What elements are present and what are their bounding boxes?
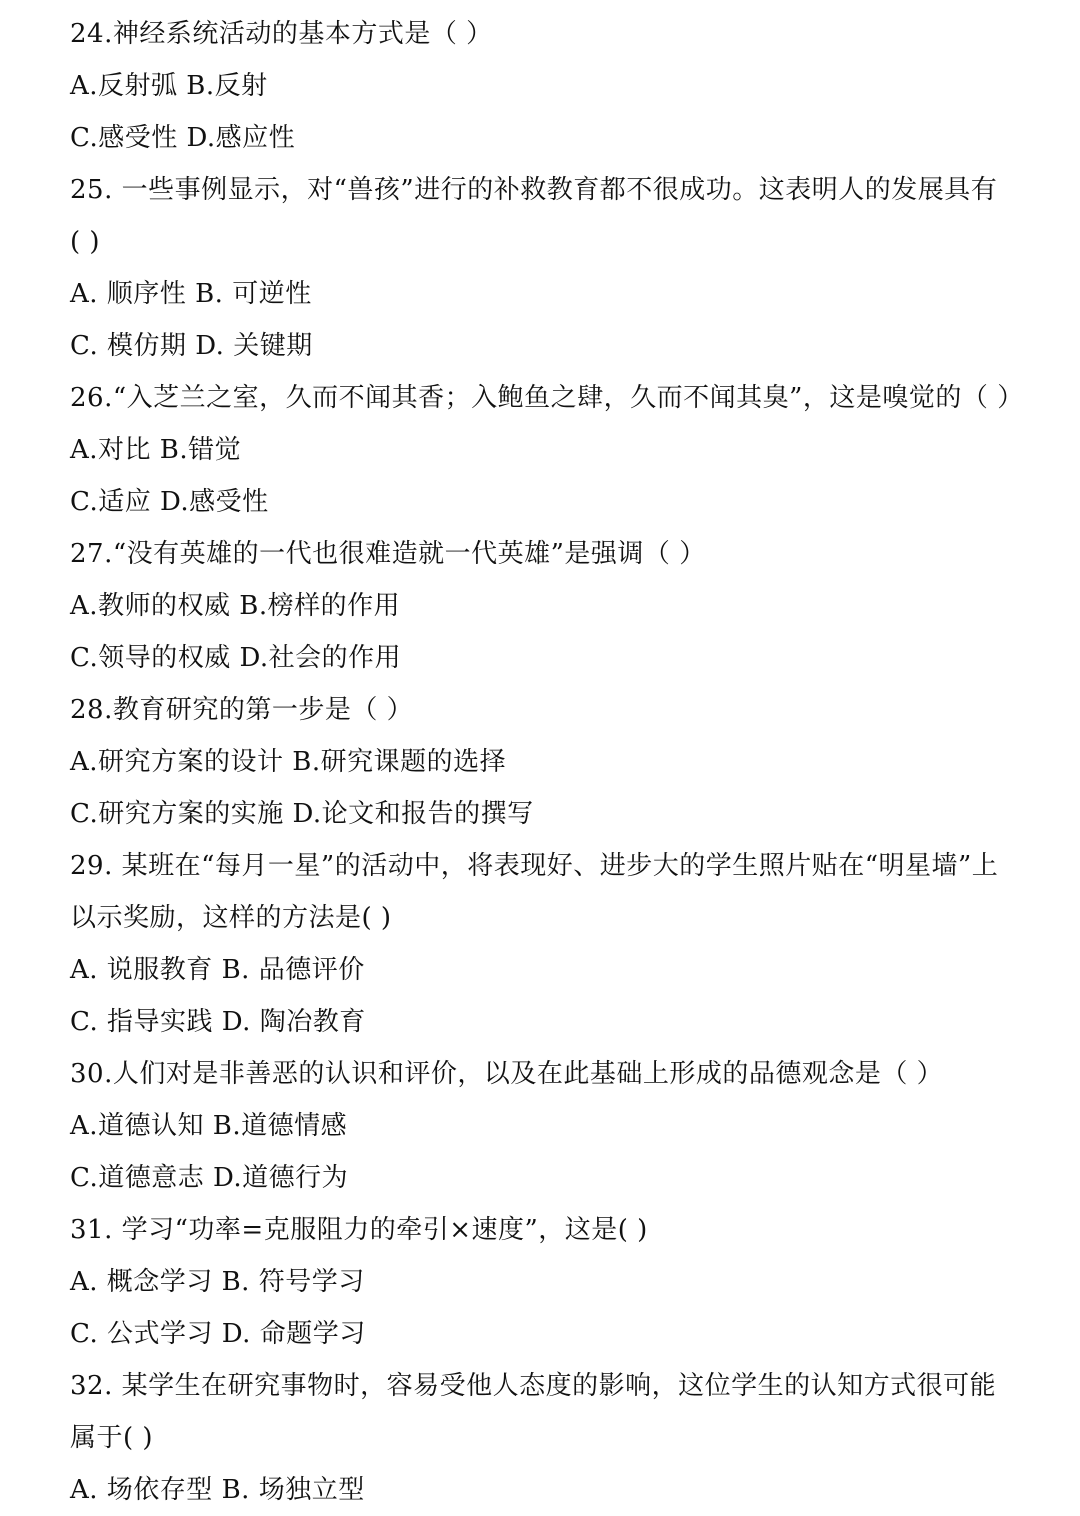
question-28-options-cd: C.研究方案的实施 D.论文和报告的撰写 <box>70 799 534 829</box>
question-24-options-ab: A.反射弧 B.反射 <box>70 71 268 101</box>
question-31-options-cd: C. 公式学习 D. 命题学习 <box>70 1319 366 1349</box>
question-24-stem: 24.神经系统活动的基本方式是（ ） <box>70 19 493 49</box>
question-32-options-ab: A. 场依存型 B. 场独立型 <box>70 1475 365 1505</box>
question-32-stem-cont: 属于( ) <box>70 1423 154 1453</box>
question-30-options-ab: A.道德认知 B.道德情感 <box>70 1111 348 1141</box>
question-25-options-cd: C. 模仿期 D. 关键期 <box>70 331 313 361</box>
question-32-stem: 32. 某学生在研究事物时，容易受他人态度的影响，这位学生的认知方式很可能 <box>70 1371 997 1401</box>
question-27-options-ab: A.教师的权威 B.榜样的作用 <box>70 591 401 621</box>
question-31-options-ab: A. 概念学习 B. 符号学习 <box>70 1267 365 1297</box>
question-29-options-cd: C. 指导实践 D. 陶冶教育 <box>70 1007 366 1037</box>
question-27-stem: 27.“没有英雄的一代也很难造就一代英雄”是强调（ ） <box>70 539 706 569</box>
question-28-options-ab: A.研究方案的设计 B.研究课题的选择 <box>70 747 507 777</box>
question-25-stem: 25. 一些事例显示，对“兽孩”进行的补救教育都不很成功。这表明人的发展具有 <box>70 175 998 205</box>
question-26-stem: 26.“入芝兰之室，久而不闻其香；入鲍鱼之肆，久而不闻其臭”，这是嗅觉的（ ） <box>70 383 1024 413</box>
question-25-stem-cont: ( ) <box>70 227 101 257</box>
question-28-stem: 28.教育研究的第一步是（ ） <box>70 695 414 725</box>
question-27-options-cd: C.领导的权威 D.社会的作用 <box>70 643 402 673</box>
question-25-options-ab: A. 顺序性 B. 可逆性 <box>70 279 312 309</box>
question-31-stem: 31. 学习“功率=克服阻力的牵引×速度”，这是( ) <box>70 1215 648 1245</box>
question-29-stem-cont: 以示奖励，这样的方法是( ) <box>70 903 392 933</box>
question-29-stem: 29. 某班在“每月一星”的活动中，将表现好、进步大的学生照片贴在“明星墙”上 <box>70 851 999 881</box>
question-29-options-ab: A. 说服教育 B. 品德评价 <box>70 955 365 985</box>
question-page <box>70 8 1024 1516</box>
question-30-options-cd: C.道德意志 D.道德行为 <box>70 1163 349 1193</box>
question-26-options-ab: A.对比 B.错觉 <box>70 435 242 465</box>
question-30-stem: 30.人们对是非善恶的认识和评价，以及在此基础上形成的品德观念是（ ） <box>70 1059 944 1089</box>
question-26-options-cd: C.适应 D.感受性 <box>70 487 269 517</box>
question-24-options-cd: C.感受性 D.感应性 <box>70 123 296 153</box>
